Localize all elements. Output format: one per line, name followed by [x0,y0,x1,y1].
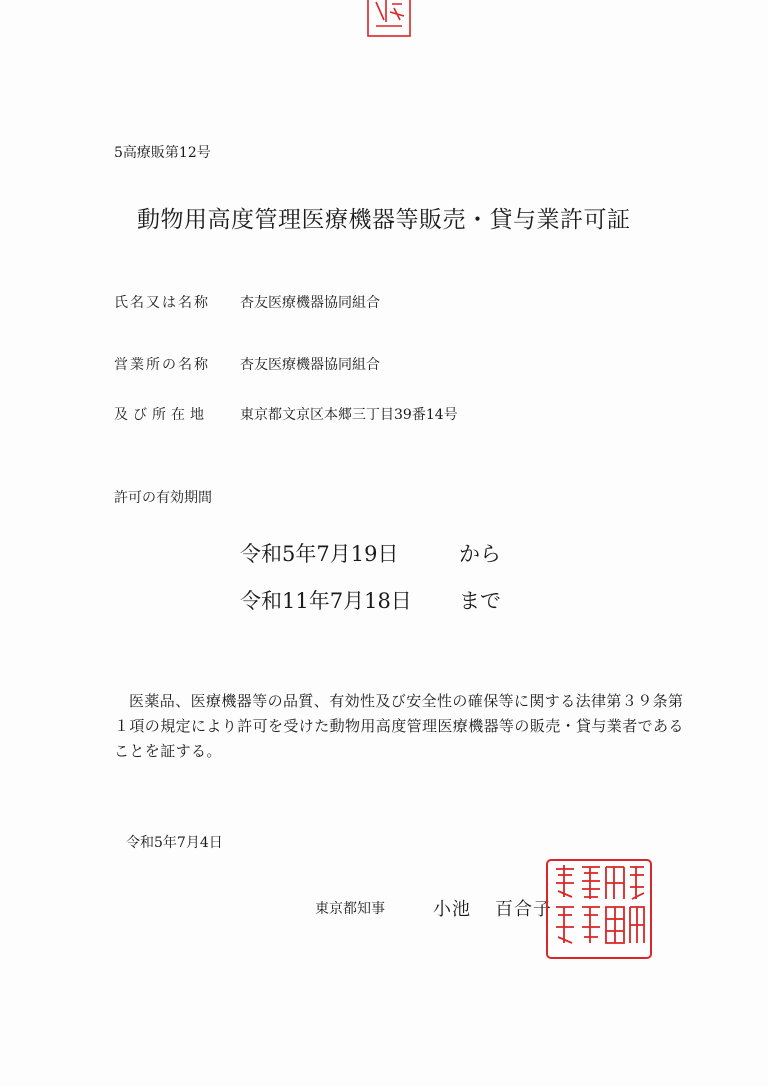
address-label: 及び所在地 [114,407,209,423]
issue-date: 令和5年7月4日 [126,835,223,851]
validity-to-word: まで [459,589,501,613]
address-value: 東京都文京区本郷三丁目39番14号 [240,407,458,423]
certification-statement: 医薬品、医療機器等の品質、有効性及び安全性の確保等に関する法律第３９条第１項の規定により許可を受けた動物用高度管理医療機器等の販売・貸与業者であることを証する。 [114,692,684,760]
top-seal-stamp [364,0,414,40]
official-seal-stamp [544,857,654,961]
document-title: 動物用高度管理医療機器等販売・貸与業許可証 [137,207,631,233]
governor-given-name: 百合子 [495,899,552,920]
certificate-number: 5高療販第12号 [114,145,211,161]
governor-title: 東京都知事 [315,901,385,917]
validity-period-label: 許可の有効期間 [114,490,212,506]
name-value: 杏友医療機器協同組合 [240,295,380,311]
validity-end-date: 令和11年7月18日 [240,589,412,613]
office-name-label: 営業所の名称 [114,357,210,373]
validity-start-date: 令和5年7月19日 [240,542,399,566]
office-name-value: 杏友医療機器協同組合 [240,357,380,373]
name-label: 氏名又は名称 [114,295,210,311]
governor-name [433,895,552,921]
validity-from-word: から [459,542,501,566]
governor-surname: 小池 [433,899,471,920]
